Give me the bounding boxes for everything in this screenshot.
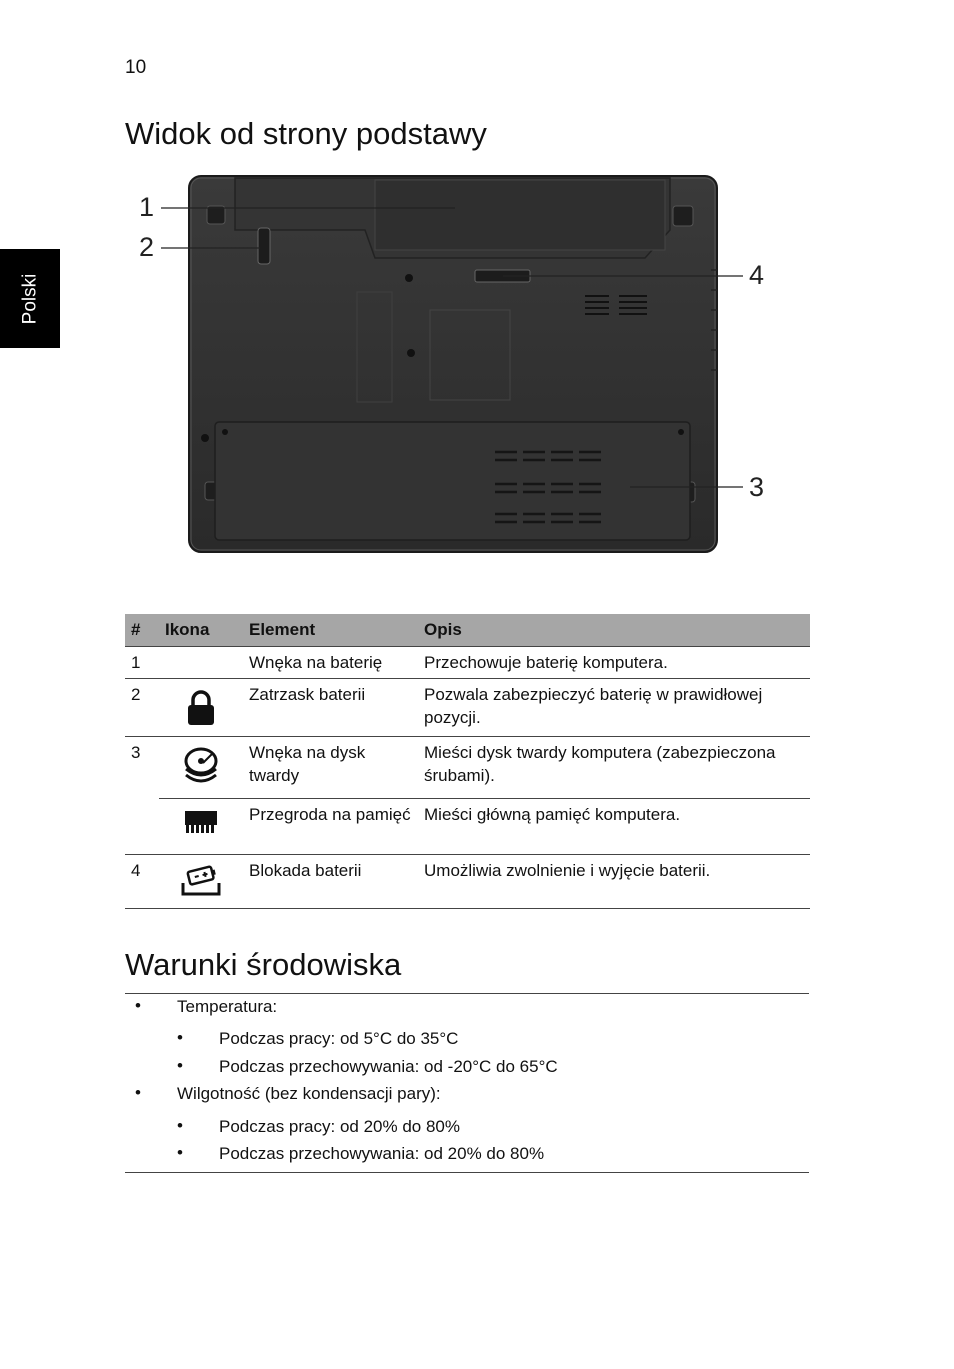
row-description: Mieści główną pamięć komputera. bbox=[418, 799, 810, 855]
header-num: # bbox=[125, 614, 159, 647]
header-icon: Ikona bbox=[159, 614, 243, 647]
row-num: 2 bbox=[125, 679, 159, 737]
row-num: 3 bbox=[131, 743, 141, 762]
table-row bbox=[125, 647, 810, 679]
temperature-label: Temperatura: bbox=[177, 997, 278, 1016]
bullet: • bbox=[177, 1028, 183, 1047]
row-element: Wnęka na dysk twardy bbox=[243, 737, 418, 799]
page-number: 10 bbox=[125, 57, 147, 78]
row-num: 4 bbox=[125, 855, 159, 909]
row-element: Przegroda na pamięć bbox=[243, 799, 418, 855]
row-icon-empty bbox=[159, 647, 243, 679]
table-row bbox=[125, 679, 810, 737]
row-element: Wnęka na baterię bbox=[243, 647, 418, 679]
table-row bbox=[125, 855, 810, 909]
temp-storage: Podczas przechowywania: od -20°C do 65°C bbox=[219, 1057, 558, 1076]
bullet: • bbox=[135, 1083, 141, 1102]
section-title-base-view: Widok od strony podstawy bbox=[125, 116, 487, 151]
row-num: 1 bbox=[125, 647, 159, 679]
hum-storage: Podczas przechowywania: od 20% do 80% bbox=[219, 1144, 545, 1163]
row-description: Przechowuje baterię komputera. bbox=[418, 647, 810, 679]
humidity-label: Wilgotność (bez kondensacji pary): bbox=[177, 1084, 441, 1103]
temp-operating: Podczas pracy: od 5°C do 35°C bbox=[219, 1029, 459, 1048]
language-tab bbox=[0, 249, 60, 348]
battery-release-icon bbox=[181, 865, 221, 897]
laptop-bottom-illustration bbox=[125, 170, 815, 560]
laptop-bottom-image bbox=[125, 170, 815, 560]
table-row bbox=[125, 737, 810, 799]
row-description: Umożliwia zwolnienie i wyjęcie baterii. bbox=[418, 855, 810, 909]
bullet: • bbox=[177, 1116, 183, 1135]
bullet: • bbox=[177, 1056, 183, 1075]
bullet: • bbox=[177, 1143, 183, 1162]
parts-table bbox=[125, 614, 810, 909]
bullet: • bbox=[135, 996, 141, 1015]
hum-operating: Podczas pracy: od 20% do 80% bbox=[219, 1117, 460, 1136]
row-element: Zatrzask baterii bbox=[243, 679, 418, 737]
environment-list bbox=[125, 993, 809, 1173]
language-tab-label: Polski bbox=[19, 273, 40, 324]
hard-disk-icon bbox=[183, 747, 219, 785]
callout-4: 4 bbox=[749, 260, 765, 290]
callout-1: 1 bbox=[139, 192, 155, 222]
header-description: Opis bbox=[418, 614, 810, 647]
row-element: Blokada baterii bbox=[243, 855, 418, 909]
row-description: Pozwala zabezpieczyć baterię w prawidłowej pozycji. bbox=[418, 679, 810, 737]
memory-icon bbox=[184, 809, 218, 835]
row-description: Mieści dysk twardy komputera (zabezpieczona śrubami). bbox=[418, 737, 810, 799]
callout-2: 2 bbox=[139, 232, 155, 262]
row-num bbox=[125, 799, 159, 855]
header-element: Element bbox=[243, 614, 418, 647]
section-title-environment: Warunki środowiska bbox=[125, 947, 402, 982]
callout-3: 3 bbox=[749, 472, 765, 502]
lock-icon bbox=[186, 689, 216, 727]
table-row bbox=[125, 799, 810, 855]
table-header-row bbox=[125, 614, 810, 647]
